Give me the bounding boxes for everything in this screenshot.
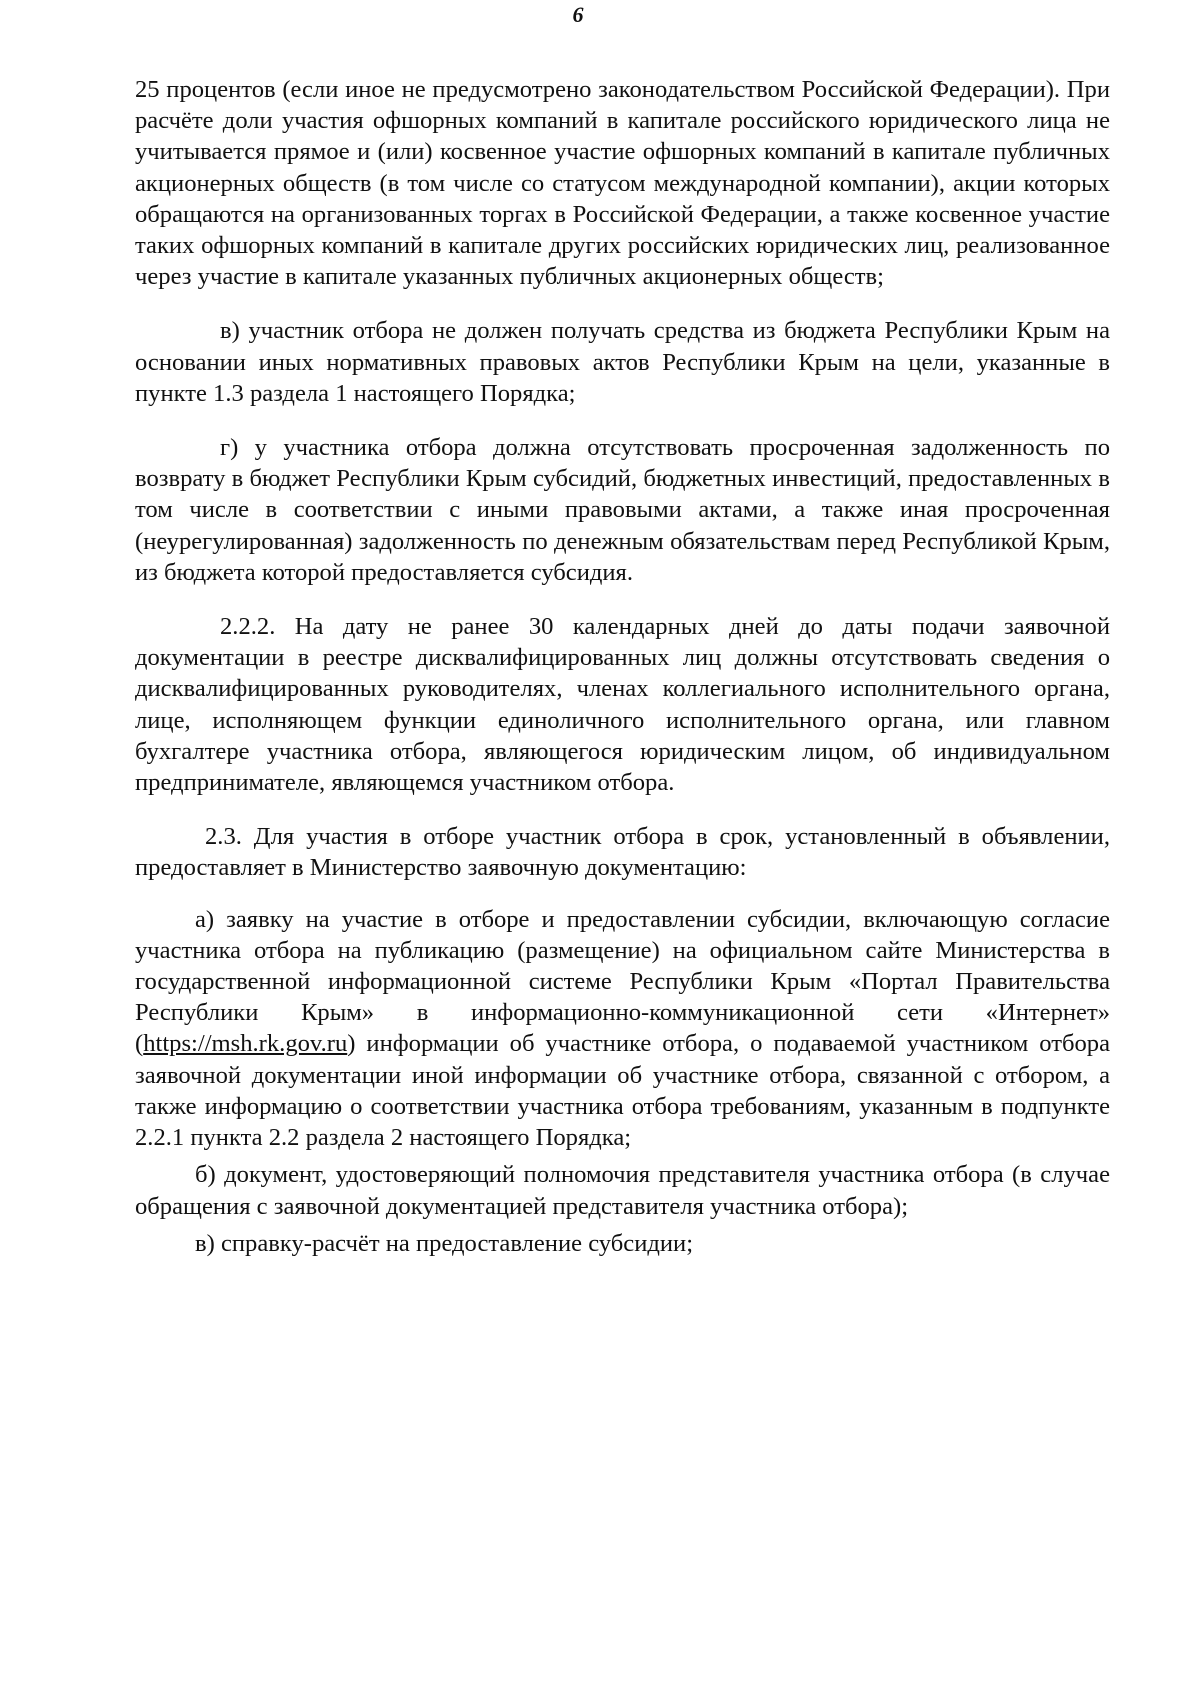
document-body — [135, 74, 1110, 1259]
paragraph-item-g-debt: г) у участника отбора должна отсутствовать просроченная задолженность по возврату в бюджет Республики Крым субсидий, бюджетных инвестиций, предоставленных в том числе в соответствии с иными правовыми актами, а также иная просроченная (неурегулированная) задолженность по денежным обязательствам перед Республикой Крым, из бюджета которой предоставляется субсидия. — [135, 434, 1110, 586]
item-a-text-after: ) информации об участнике отбора, о подаваемой участником отбора заявочной документации иной информации об участнике отбора, связанной с отбором, а также информацию о соответствии участника отбора требованиям, указанным в подпункте 2.2.1 пункта 2.2 раздела 2 настоящего Порядка; — [135, 1030, 1110, 1152]
page-number: 6 — [572, 2, 584, 27]
item-a-text-before: а) заявку на участие в отборе и предоставлении субсидии, включающую согласие участника отбора на публикацию (размещение) на официальном сайте Министерства в государственной информационной системе Республики Крым «Портал Правительства Республики Крым» в информационно-коммуникационной сети «Интернет» ( — [135, 905, 1110, 1058]
paragraph-offshore-continued: 25 процентов (если иное не предусмотрено законодательством Российской Федерации). При расчёте доли участия офшорных компаний в капитале российского юридического лица не учитывается прямое и (или) косвенное участие офшорных компаний в капитале публичных акционерных обществ (в том числе со статусом международной компании), акции которых обращаются на организованных торгах в Российской Федерации, а также косвенное участие таких офшорных компаний в капитале других российских юридических лиц, реализованное через участие в капитале указанных публичных акционерных обществ; — [135, 76, 1110, 291]
paragraph-item-v-calculation: в) справку-расчёт на предоставление субсидии; — [195, 1229, 694, 1257]
paragraph-item-b-authority-document: б) документ, удостоверяющий полномочия представителя участника отбора (в случае обращения с заявочной документацией представителя участника отбора); — [135, 1161, 1110, 1220]
ministry-website-link[interactable]: https://msh.rk.gov.ru — [143, 1030, 348, 1058]
paragraph-item-a-application — [135, 904, 1110, 1154]
paragraph-2-3: 2.3. Для участия в отборе участник отбора в срок, установленный в объявлении, предоставляет в Министерство заявочную документацию: — [135, 823, 1110, 882]
paragraph-item-v-budget: в) участник отбора не должен получать средства из бюджета Республики Крым на основании иных нормативных правовых актов Республики Крым на цели, указанные в пункте 1.3 раздела 1 настоящего Порядка; — [135, 317, 1110, 407]
paragraph-2-2-2: 2.2.2. На дату не ранее 30 календарных дней до даты подачи заявочной документации в реестре дисквалифицированных лиц должны отсутствовать сведения о дисквалифицированных руководителях, членах коллегиального исполнительного органа, лице, исполняющем функции единоличного исполнительного органа, или главном бухгалтере участника отбора, являющегося юридическим лицом, об индивидуальном предпринимателе, являющемся участником отбора. — [135, 613, 1110, 797]
